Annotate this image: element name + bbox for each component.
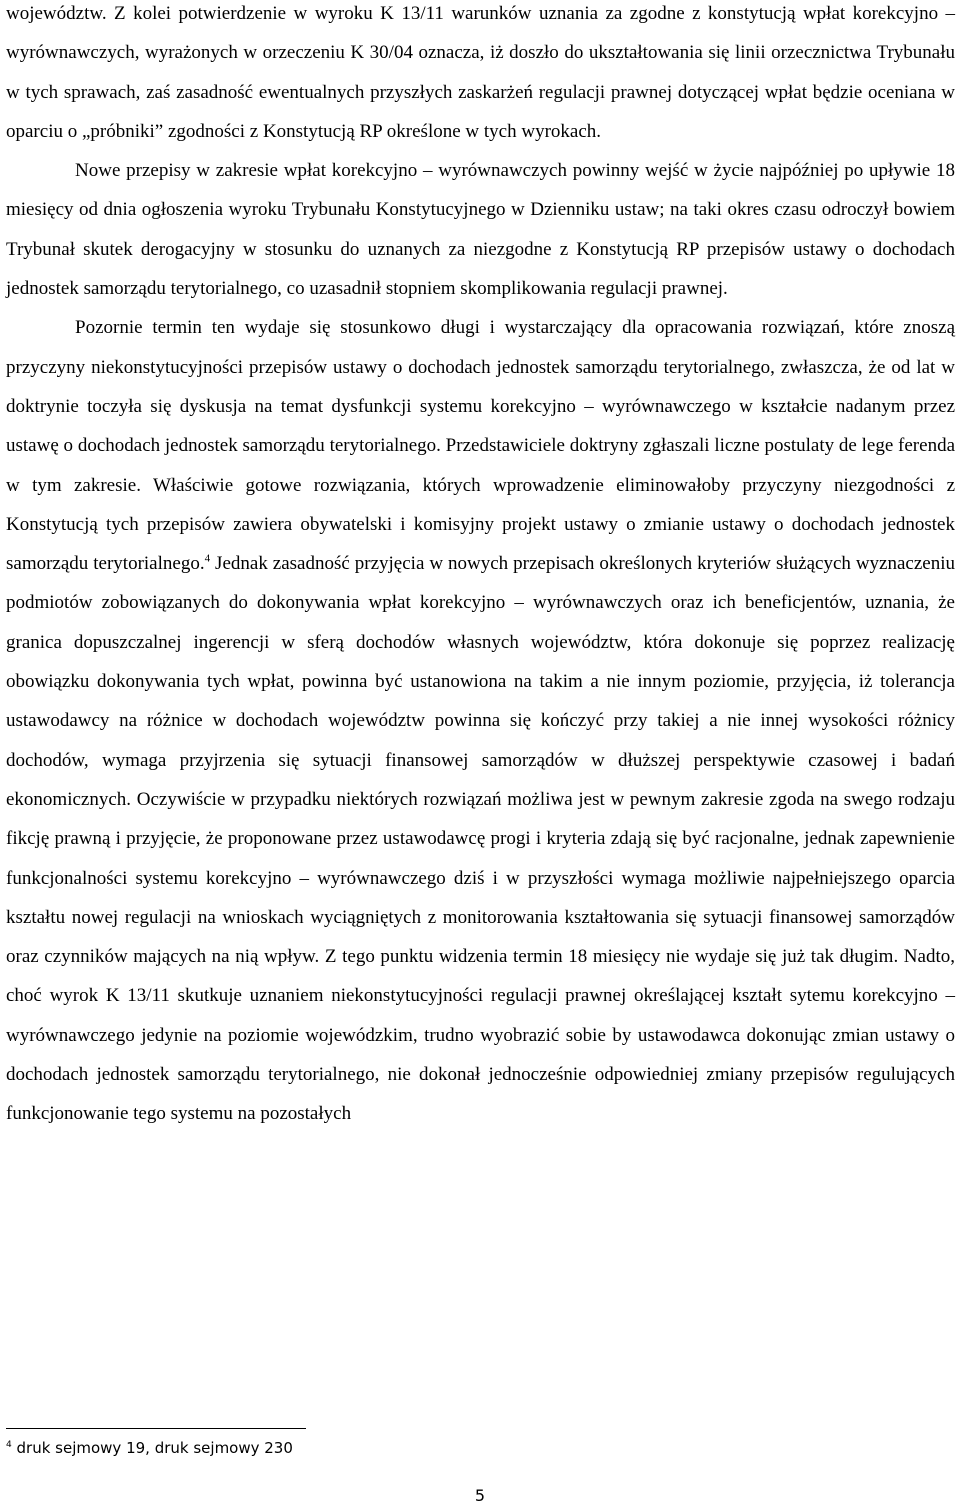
footnote-4 bbox=[6, 1438, 293, 1458]
footnote-separator bbox=[6, 1428, 306, 1429]
page-number: 5 bbox=[474, 1486, 486, 1505]
footnote-text: druk sejmowy 19, druk sejmowy 230 bbox=[16, 1439, 293, 1457]
document-body bbox=[6, 0, 955, 1134]
paragraph-3 bbox=[6, 308, 955, 1133]
paragraph-3-text-b: Jednak zasadność przyjęcia w nowych przepisach określonych kryteriów służących wyznaczeniu podmiotów zobowiązanych do dokonywania wpłat korekcyjno – wyrównawczych oraz ich beneficjentów, uznania, że granica dopuszczalnej ingerencji w sferą dochodów własnych województw, która dokonuje się poprzez realizację obowiązku dokonywania tych wpłat, powinna być ustanowiona na takim a nie innym poziomie, przyjęcia, iż tolerancja ustawodawcy na różnice w dochodach województw powinna się kończyć przy takiej a nie innej wysokości różnicy dochodów, wymaga przyjrzenia się sytuacji finansowej samorządów w dłuższej perspektywie czasowej i badań ekonomicznych. Oczywiście w przypadku niektórych rozwiązań możliwa jest w pewnym zakresie zgoda na swego rodzaju fikcję prawną i przyjęcie, że proponowane przez ustawodawcę progi i kryteria zdają się być racjonalne, jednak zapewnienie funkcjonalności systemu korekcyjno – wyrównawczego dziś i w przyszłości wymaga możliwie najpełniejszego oparcia kształtu nowej regulacji na wnioskach wyciągniętych z monitorowania kształtowania się sytuacji finansowej samorządów oraz czynników mających na nią wpływ. Z tego punktu widzenia termin 18 miesięcy nie wydaje się już tak długim. Nadto, choć wyrok K 13/11 skutkuje uznaniem niekonstytucyjności regulacji prawnej określającej kształt sytemu korekcyjno – wyrównawczego jedynie na poziomie wojewódzkim, trudno wyobrazić sobie by ustawodawca dokonując zmian ustawy o dochodach jednostek samorządu terytorialnego, nie dokonał jednocześnie odpowiedniej zmiany przepisów regulujących funkcjonowanie tego systemu na pozostałych bbox=[6, 553, 956, 1125]
paragraph-1-text: województw. Z kolei potwierdzenie w wyroku K 13/11 warunków uznania za zgodne z konstytucją wpłat korekcyjno – wyrównawczych, wyrażonych w orzeczeniu K 30/04 oznacza, iż doszło do ukształtowania się linii orzecznictwa Trybunału w tych sprawach, zaś zasadność ewentualnych przyszłych zaskarżeń regulacji prawnej dotyczącej wpłat będzie oceniana w oparciu o „próbniki” zgodności z Konstytucją RP określone w tych wyrokach. bbox=[6, 3, 955, 142]
paragraph-1 bbox=[6, 0, 955, 151]
paragraph-3-text-a: Pozornie termin ten wydaje się stosunkowo długi i wystarczający dla opracowania rozwiązań, które znoszą przyczyny niekonstytucyjności przepisów ustawy o dochodach jednostek samorządu terytorialnego, zwłaszcza, że od lat w doktrynie toczyła się dyskusja na temat dysfunkcji systemu korekcyjno – wyrównawczego w kształcie nadanym przez ustawę o dochodach jednostek samorządu terytorialnego. Przedstawiciele doktryny zgłaszali liczne postulaty de lege ferenda w tym zakresie. Właściwie gotowe rozwiązania, których wprowadzenie eliminowałoby przyczyny niezgodności z Konstytucją tych przepisów zawiera obywatelski i komisyjny projekt ustawy o zmianie ustawy o dochodach jednostek samorządu terytorialnego. bbox=[6, 317, 955, 575]
footnote-reference-4[interactable]: 4 bbox=[204, 552, 211, 565]
paragraph-2-text: Nowe przepisy w zakresie wpłat korekcyjno – wyrównawczych powinny wejść w życie najpóźniej po upływie 18 miesięcy od dnia ogłoszenia wyroku Trybunału Konstytucyjnego w Dzienniku ustaw; na taki okres czasu odroczył bowiem Trybunał skutek derogacyjny w stosunku do uznanych za niezgodne z Konstytucją RP przepisów ustawy o dochodach jednostek samorządu terytorialnego, co uzasadnił stopniem skomplikowania regulacji prawnej. bbox=[6, 160, 955, 300]
footnote-marker: 4 bbox=[6, 1440, 12, 1450]
paragraph-2 bbox=[6, 151, 955, 308]
